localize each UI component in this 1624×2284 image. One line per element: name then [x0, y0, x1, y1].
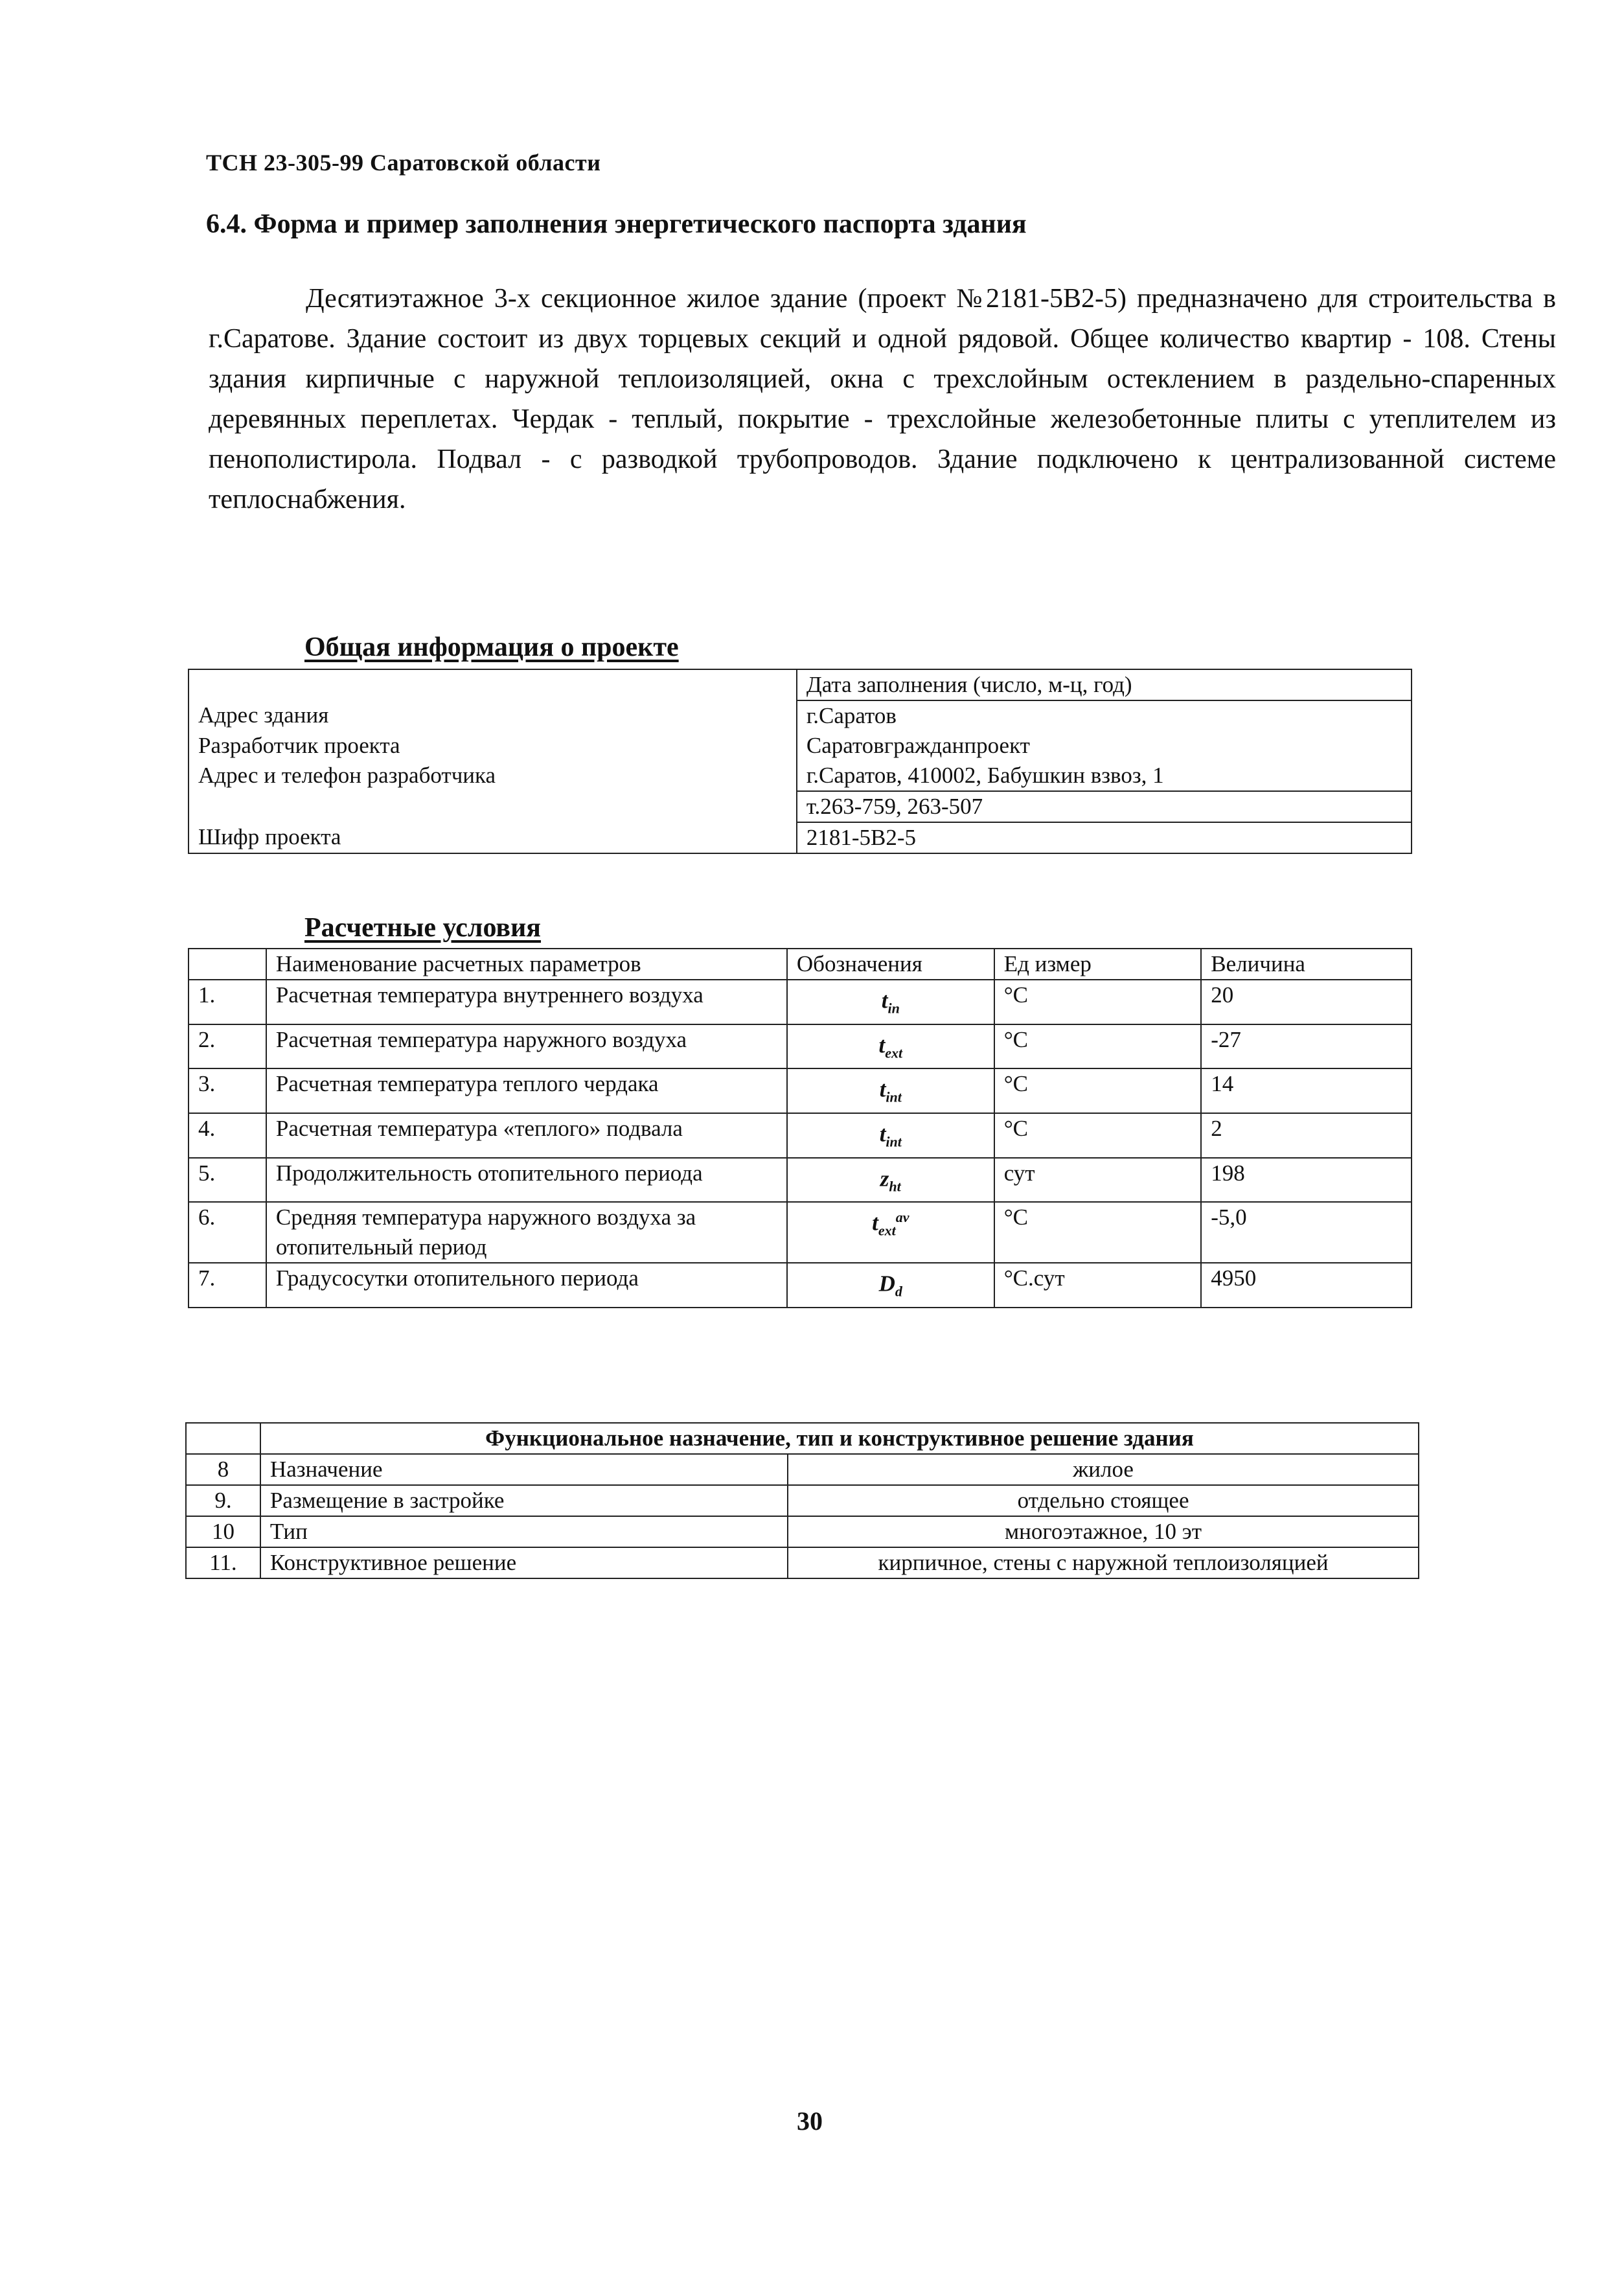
table-row	[189, 1068, 1412, 1113]
row-number: 11.	[186, 1547, 260, 1578]
table-row	[186, 1516, 1419, 1547]
row-value: отдельно стоящее	[788, 1485, 1419, 1516]
row-value: 2181-5В2-5	[797, 822, 1412, 853]
row-value: Саратовгражданпроект	[797, 731, 1412, 761]
param-name: Градусосутки отопительного периода	[266, 1263, 787, 1308]
row-number: 3.	[189, 1068, 266, 1113]
table-row	[189, 1158, 1412, 1203]
section-title: 6.4. Форма и пример заполнения энергетического паспорта здания	[206, 209, 1027, 239]
param-name: Расчетная температура теплого чердака	[266, 1068, 787, 1113]
param-name: Расчетная температура наружного воздуха	[266, 1024, 787, 1069]
row-label	[189, 791, 797, 822]
table-row	[189, 669, 1412, 700]
running-header: ТСН 23-305-99 Саратовской области	[206, 150, 601, 176]
row-value: г.Саратов	[797, 700, 1412, 731]
row-number: 7.	[189, 1263, 266, 1308]
row-number: 2.	[189, 1024, 266, 1069]
row-value: жилое	[788, 1454, 1419, 1485]
param-unit: сут	[994, 1158, 1202, 1203]
param-unit: °С	[994, 1024, 1202, 1069]
row-number: 9.	[186, 1485, 260, 1516]
header-unit: Ед измер	[994, 949, 1202, 980]
table-row	[189, 1024, 1412, 1069]
param-name: Продолжительность отопительного периода	[266, 1158, 787, 1203]
param-value: 2	[1201, 1113, 1412, 1158]
row-value: т.263-759, 263-507	[797, 791, 1412, 822]
general-info-caption: Общая информация о проекте	[304, 632, 679, 662]
row-number: 5.	[189, 1158, 266, 1203]
date-label: Дата заполнения (число, м-ц, год)	[797, 669, 1412, 700]
param-value: 20	[1201, 980, 1412, 1024]
table-row	[189, 700, 1412, 731]
header-symbol: Обозначения	[787, 949, 994, 980]
param-unit: °С	[994, 980, 1202, 1024]
row-value: многоэтажное, 10 эт	[788, 1516, 1419, 1547]
param-symbol: $D_d$	[787, 1263, 994, 1308]
table-row	[189, 761, 1412, 791]
row-label: Разработчик проекта	[189, 731, 797, 761]
row-label: Конструктивное решение	[260, 1547, 788, 1578]
row-number: 10	[186, 1516, 260, 1547]
param-symbol: $t_{int}$	[787, 1068, 994, 1113]
param-symbol: $z_{ht}$	[787, 1158, 994, 1203]
param-symbol: $t_{ext}^{av}$	[787, 1202, 994, 1263]
param-value: 14	[1201, 1068, 1412, 1113]
page-number: 30	[797, 2106, 823, 2136]
conditions-caption: Расчетные условия	[304, 913, 542, 943]
row-label: Шифр проекта	[189, 822, 797, 853]
param-unit: °С	[994, 1068, 1202, 1113]
table-row	[186, 1485, 1419, 1516]
table-row	[189, 980, 1412, 1024]
general-info-table	[188, 669, 1412, 854]
table-row	[186, 1454, 1419, 1485]
header-name: Наименование расчетных параметров	[266, 949, 787, 980]
header-value: Величина	[1201, 949, 1412, 980]
param-symbol: $t_{ext}$	[787, 1024, 994, 1069]
param-value: -27	[1201, 1024, 1412, 1069]
table-header-row	[189, 949, 1412, 980]
row-label: Тип	[260, 1516, 788, 1547]
row-label: Адрес здания	[189, 700, 797, 731]
param-name: Расчетная температура «теплого» подвала	[266, 1113, 787, 1158]
function-header: Функциональное назначение, тип и конструктивное решение здания	[260, 1423, 1419, 1454]
table-row	[189, 791, 1412, 822]
row-label: Назначение	[260, 1454, 788, 1485]
function-table	[185, 1422, 1419, 1579]
conditions-table	[188, 948, 1412, 1308]
param-unit: °С	[994, 1202, 1202, 1263]
row-label: Размещение в застройке	[260, 1485, 788, 1516]
param-symbol: $t_{int}$	[787, 1113, 994, 1158]
table-row	[189, 1263, 1412, 1308]
row-number: 6.	[189, 1202, 266, 1263]
row-number: 4.	[189, 1113, 266, 1158]
param-symbol: $t_{in}$	[787, 980, 994, 1024]
row-number: 1.	[189, 980, 266, 1024]
param-name: Расчетная температура внутреннего воздуха	[266, 980, 787, 1024]
row-label: Адрес и телефон разработчика	[189, 761, 797, 791]
table-row	[186, 1547, 1419, 1578]
intro-paragraph: Десятиэтажное 3-х секционное жилое здание (проект №2181-5В2-5) предназначено для строительства в г.Саратове. Здание состоит из двух торцевых секций и одной рядовой. Общее количество квартир - 108. Стены здания кирпичные с наружной теплоизоляцией, окна с трехслойным остеклением в раздельно-спаренных деревянных переплетах. Чердак - теплый, покрытие - трехслойные железобетонные плиты с утеплителем из пенополистирола. Подвал - с разводкой трубопроводов. Здание подключено к централизованной системе теплоснабжения.	[209, 284, 1556, 514]
table-row	[189, 1113, 1412, 1158]
row-value: кирпичное, стены с наружной теплоизоляцией	[788, 1547, 1419, 1578]
table-row	[189, 1202, 1412, 1263]
param-value: -5,0	[1201, 1202, 1412, 1263]
param-name: Средняя температура наружного воздуха за отопительный период	[266, 1202, 787, 1263]
param-value: 198	[1201, 1158, 1412, 1203]
table-row	[189, 822, 1412, 853]
param-unit: °С.сут	[994, 1263, 1202, 1308]
row-number: 8	[186, 1454, 260, 1485]
row-value: г.Саратов, 410002, Бабушкин взвоз, 1	[797, 761, 1412, 791]
table-header-row	[186, 1423, 1419, 1454]
param-unit: °С	[994, 1113, 1202, 1158]
param-value: 4950	[1201, 1263, 1412, 1308]
table-row	[189, 731, 1412, 761]
